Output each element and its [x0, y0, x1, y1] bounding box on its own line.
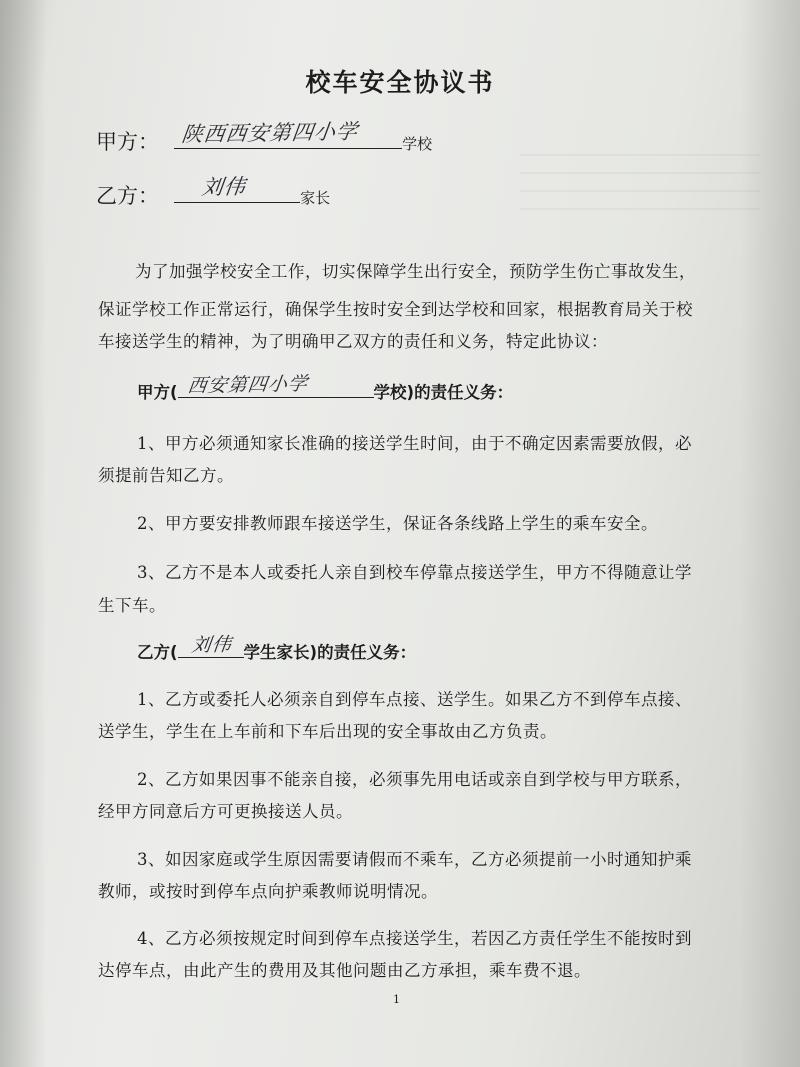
party-b-label: 乙方：	[96, 184, 159, 208]
party-b-duties-blank	[178, 635, 244, 658]
party-b-item: 2、乙方如果因事不能亲自接，必须事先用电话或亲自到学校与甲方联系，	[137, 770, 692, 789]
party-b-duties-prefix: 乙方(	[137, 643, 178, 662]
intro-line: 保证学校工作正常运行，确保学生按时安全到达学校和回家，根据教育局关于校	[98, 300, 693, 319]
party-a-label: 甲方：	[96, 130, 159, 154]
party-a-item: 2、甲方要安排教师跟车接送学生，保证各条线路上学生的乘车安全。	[137, 514, 658, 533]
party-b-duties-handwriting: 刘伟	[189, 633, 233, 657]
party-b-item: 4、乙方必须按规定时间到停车点接送学生，若因乙方责任学生不能按时到	[137, 929, 692, 948]
party-a-suffix: 学校	[402, 135, 433, 153]
party-b-line	[96, 176, 330, 210]
page-number: 1	[393, 993, 400, 1006]
page-shadow-left	[0, 0, 46, 1067]
party-a-item: 3、乙方不是本人或委托人亲自到校车停靠点接送学生，甲方不得随意让学	[137, 563, 692, 582]
party-b-item: 3、如因家庭或学生原因需要请假而不乘车，乙方必须提前一小时通知护乘	[137, 850, 692, 869]
party-b-duties-heading	[137, 635, 416, 663]
party-b-handwriting: 刘伟	[200, 174, 248, 200]
document-title: 校车安全协议书	[305, 68, 495, 97]
party-b-item-cont: 教师，或按时到停车点向护乘教师说明情况。	[98, 882, 438, 901]
party-a-item: 1、甲方必须通知家长准确的接送学生时间，由于不确定因素需要放假，必	[137, 434, 692, 453]
party-a-duties-prefix: 甲方(	[137, 383, 178, 402]
party-a-line	[96, 119, 433, 156]
party-a-duties-heading	[137, 372, 514, 403]
party-b-suffix: 家长	[300, 189, 331, 207]
party-b-item: 1、乙方或委托人必须亲自到停车点接、送学生。如果乙方不到停车点接、	[137, 690, 692, 709]
intro-line: 车接送学生的精神，为了明确甲乙双方的责任和义务，特定此协议：	[98, 332, 608, 351]
party-a-duties-blank	[178, 372, 374, 398]
paper-bleed-through	[520, 150, 760, 210]
intro-line: 为了加强学校安全工作，切实保障学生出行安全，预防学生伤亡事故发生，	[135, 262, 696, 281]
party-b-item-cont: 达停车点，由此产生的费用及其他问题由乙方承担，乘车费不退。	[98, 961, 591, 980]
party-b-duties-suffix: 学生家长)的责任义务：	[243, 643, 417, 662]
party-a-blank	[174, 119, 402, 149]
party-a-duties-suffix: 学校)的责任义务：	[373, 383, 514, 402]
party-a-item-cont: 须提前告知乙方。	[98, 466, 234, 485]
party-a-item-cont: 生下车。	[98, 596, 166, 615]
party-b-item-cont: 经甲方同意后方可更换接送人员。	[98, 802, 353, 821]
party-b-item-cont: 送学生，学生在上车前和下车后出现的安全事故由乙方负责。	[98, 722, 557, 741]
party-b-blank	[174, 176, 300, 203]
party-a-handwriting: 陕西西安第四小学	[180, 119, 360, 147]
party-a-duties-handwriting: 西安第四小学	[185, 372, 309, 398]
